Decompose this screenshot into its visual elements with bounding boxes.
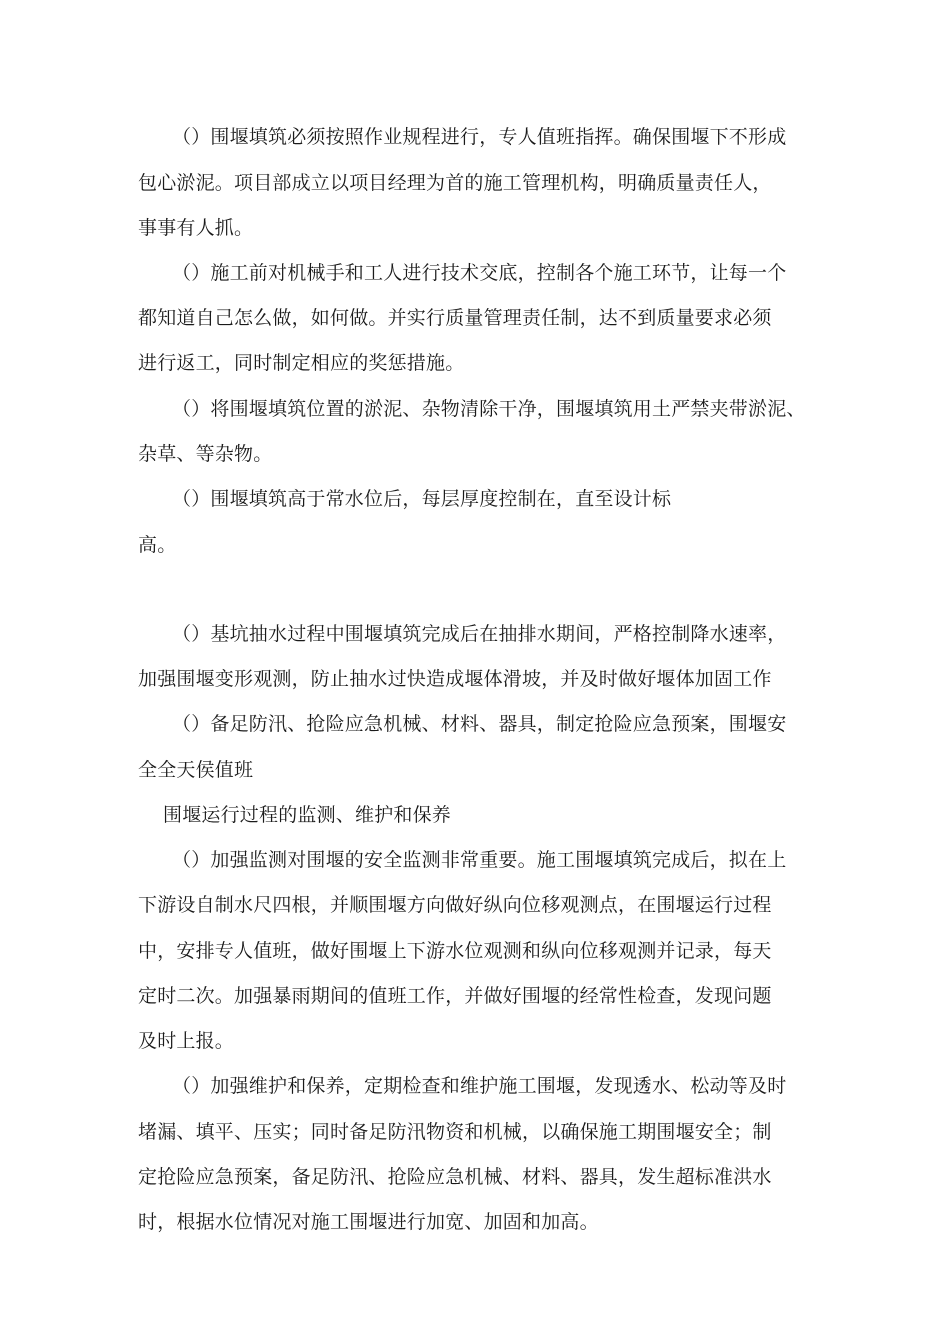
paragraph-3-line-2: 杂草、等杂物。: [138, 443, 273, 465]
paragraph-7-line-5: 及时上报。: [138, 1030, 235, 1052]
paragraph-7-line-2: 下游设自制水尺四根，并顺围堰方向做好纵向位移观测点，在围堰运行过程: [138, 894, 772, 916]
paragraph-5-line-2: 加强围堰变形观测，防止抽水过快造成堰体滑坡，并及时做好堰体加固工作: [138, 668, 772, 690]
paragraph-2-line-1: （）施工前对机械手和工人进行技术交底，控制各个施工环节，让每一个: [172, 262, 787, 284]
paragraph-7-line-4: 定时二次。加强暴雨期间的值班工作，并做好围堰的经常性检查，发现问题: [138, 985, 772, 1007]
paragraph-7-line-3: 中，安排专人值班，做好围堰上下游水位观测和纵向位移观测并记录，每天: [138, 940, 772, 962]
paragraph-6-line-2: 全全天侯值班: [138, 759, 254, 781]
paragraph-8-line-1: （）加强维护和保养，定期检查和维护施工围堰，发现透水、松动等及时: [172, 1075, 787, 1097]
paragraph-1-line-3: 事事有人抓。: [138, 217, 254, 239]
paragraph-7-line-1: （）加强监测对围堰的安全监测非常重要。施工围堰填筑完成后，拟在上: [172, 849, 787, 871]
paragraph-4-line-2: 高。: [138, 534, 177, 556]
section-heading: 围堰运行过程的监测、维护和保养: [163, 804, 452, 826]
paragraph-1-line-1: （）围堰填筑必须按照作业规程进行，专人值班指挥。确保围堰下不形成: [172, 126, 787, 148]
paragraph-2-line-3: 进行返工，同时制定相应的奖惩措施。: [138, 352, 465, 374]
paragraph-5-line-1: （）基坑抽水过程中围堰填筑完成后在抽排水期间，严格控制降水速率，: [172, 623, 787, 645]
paragraph-4-line-1: （）围堰填筑高于常水位后，每层厚度控制在，直至设计标: [172, 488, 672, 510]
paragraph-2-line-2: 都知道自己怎么做，如何做。并实行质量管理责任制，达不到质量要求必须: [138, 307, 772, 329]
paragraph-8-line-3: 定抢险应急预案，备足防汛、抢险应急机械、材料、器具，发生超标准洪水: [138, 1166, 772, 1188]
paragraph-6-line-1: （）备足防汛、抢险应急机械、材料、器具，制定抢险应急预案，围堰安: [172, 713, 787, 735]
paragraph-1-line-2: 包心淤泥。项目部成立以项目经理为首的施工管理机构，明确质量责任人，: [138, 172, 772, 194]
paragraph-8-line-4: 时，根据水位情况对施工围堰进行加宽、加固和加高。: [138, 1211, 599, 1233]
paragraph-3-line-1: （）将围堰填筑位置的淤泥、杂物清除干净，围堰填筑用土严禁夹带淤泥、: [172, 398, 806, 420]
paragraph-8-line-2: 堵漏、填平、压实；同时备足防汛物资和机械，以确保施工期围堰安全；制: [138, 1121, 772, 1143]
